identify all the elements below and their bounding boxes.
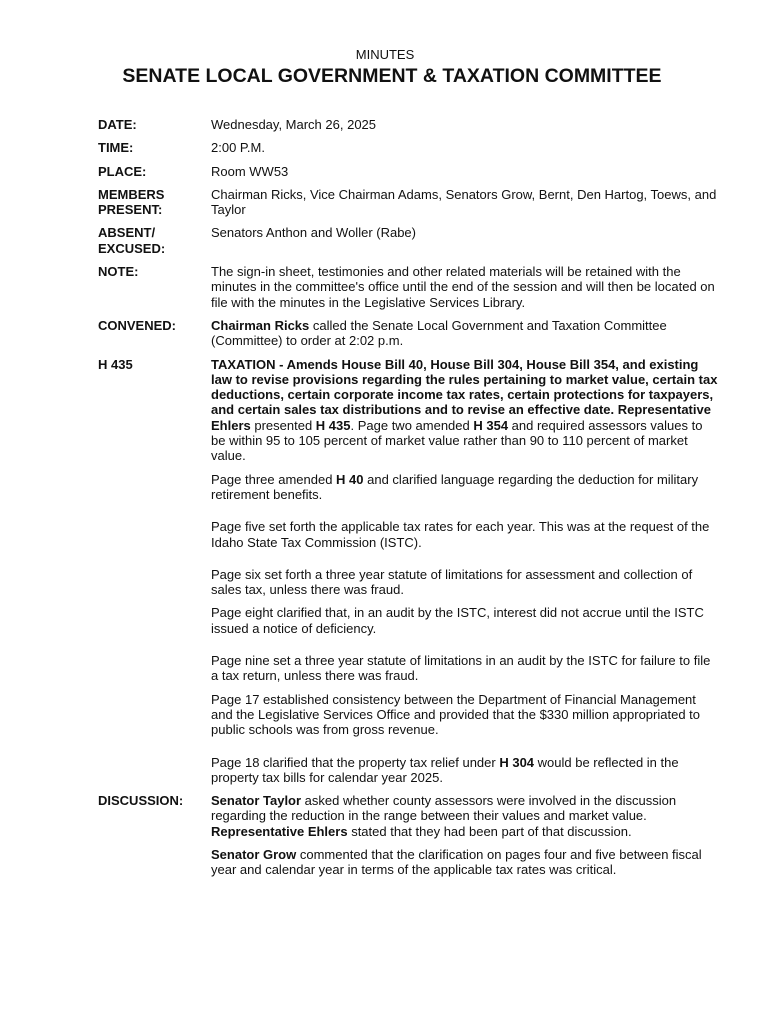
convened-row <box>98 318 720 349</box>
absent-value: Senators Anthon and Woller (Rabe) <box>211 225 416 241</box>
h435-paragraph-4: Page six set forth a three year statute of limitations for assessment and collection of sales tax, unless there was fraud. <box>211 566 693 598</box>
h435-bill-ref-1: H 435 <box>315 417 351 433</box>
discussion-paragraph-2 <box>211 847 720 878</box>
discussion-text-3: commented that the clarification on pages four and five between fiscal year and calendar year in terms of the applicable tax rates was critical. <box>211 846 702 878</box>
time-row <box>98 140 720 155</box>
h435-paragraph-2 <box>211 472 720 503</box>
note-value: The sign-in sheet, testimonies and other related materials will be retained with the minutes in the committee's office until the end of the session and will then be located on file with the minutes in the Legislative Services Library. <box>211 264 715 310</box>
time-value: 2:00 P.M. <box>211 140 265 156</box>
discussion-label: DISCUSSION: <box>98 793 184 809</box>
discussion-speaker-3: Senator Grow <box>211 846 297 862</box>
committee-title: SENATE LOCAL GOVERNMENT & TAXATION COMMITTEE <box>122 65 662 87</box>
convened-label: CONVENED: <box>98 317 177 333</box>
discussion-paragraph-1 <box>211 793 720 839</box>
h435-p2-text-c: and clarified language regarding the deduction for military retirement benefits. <box>211 471 699 502</box>
members-label-line1: MEMBERS <box>98 186 165 202</box>
discussion-text-2: stated that they had been part of that discussion. <box>347 823 632 839</box>
h435-text-3: and required assessors values to be within 95 to 105 percent of market value rather than 90 to 110 percent of market value. <box>211 417 703 464</box>
date-label: DATE: <box>98 117 137 132</box>
note-label: NOTE: <box>98 264 139 280</box>
discussion-speaker-1: Senator Taylor <box>211 793 302 809</box>
absent-row <box>98 225 720 256</box>
discussion-row <box>98 793 720 877</box>
h435-p8-text-c: would be reflected in the property tax bills for calendar year 2025. <box>211 754 679 785</box>
members-row <box>98 187 720 218</box>
h435-bold-intro: TAXATION - Amends House Bill 40, House Bill 304, House Bill 354, and existing law to revise provisions regarding the rules pertaining to market value, certain tax deductions, certain corporate income tax rates, certain protections for taxpayers, and certain sales tax distributions and to revise an effective date. Representative Ehlers <box>211 356 718 433</box>
h435-paragraph-5: Page eight clarified that, in an audit by the ISTC, interest did not accrue until the ISTC issued a notice of deficiency. <box>211 605 704 636</box>
time-label: TIME: <box>98 140 134 156</box>
place-label: PLACE: <box>98 163 147 179</box>
discussion-text-1: asked whether county assessors were involved in the discussion regarding the reduction in the range between their values and market value. <box>211 793 677 824</box>
h435-content <box>211 357 720 786</box>
date-value: Wednesday, March 26, 2025 <box>211 117 377 132</box>
h435-paragraph-8 <box>211 755 720 786</box>
absent-label-line2: EXCUSED: <box>98 240 166 256</box>
convened-text: called the Senate Local Government and Taxation Committee (Committee) to order at 2:02 p.m. <box>211 317 667 349</box>
members-label-line2: PRESENT: <box>98 202 163 218</box>
convened-speaker: Chairman Ricks <box>211 317 310 333</box>
h435-row <box>98 357 720 786</box>
h435-p8-text-a: Page 18 clarified that the property tax relief under <box>211 754 500 770</box>
h435-p2-text-a: Page three amended <box>211 471 337 487</box>
members-value: Chairman Ricks, Vice Chairman Adams, Senators Grow, Bernt, Den Hartog, Toews, and Taylor <box>211 186 717 218</box>
h435-text-2: . Page two amended <box>350 417 474 433</box>
h435-paragraph-1 <box>211 357 720 464</box>
date-row <box>98 117 720 132</box>
place-row <box>98 164 720 179</box>
h435-p8-bill-ref: H 304 <box>499 754 535 770</box>
discussion-content <box>211 793 720 877</box>
h435-paragraph-3: Page five set forth the applicable tax rates for each year. This was at the request of the Idaho State Tax Commission (ISTC). <box>211 519 710 550</box>
document-kicker: MINUTES <box>355 47 415 62</box>
discussion-speaker-2: Representative Ehlers <box>211 823 348 839</box>
h435-bill-ref-2: H 354 <box>473 417 509 433</box>
h435-text-1: presented <box>250 417 316 433</box>
place-value: Room WW53 <box>211 163 289 179</box>
members-label <box>98 187 211 218</box>
h435-label: H 435 <box>98 356 133 372</box>
absent-label-line1: ABSENT/ <box>98 225 156 241</box>
convened-value <box>211 318 720 349</box>
absent-label <box>98 225 211 256</box>
h435-paragraph-6: Page nine set a three year statute of limitations in an audit by the ISTC for failure to file a tax return, unless there was fraud. <box>211 653 711 684</box>
note-row <box>98 264 720 310</box>
h435-paragraph-7: Page 17 established consistency between the Department of Financial Management and the Legislative Services Office and provided that the $330 million appropriated to public schools was from gross revenue. <box>211 691 701 738</box>
minutes-body <box>98 117 720 886</box>
h435-p2-bill-ref: H 40 <box>336 471 364 487</box>
